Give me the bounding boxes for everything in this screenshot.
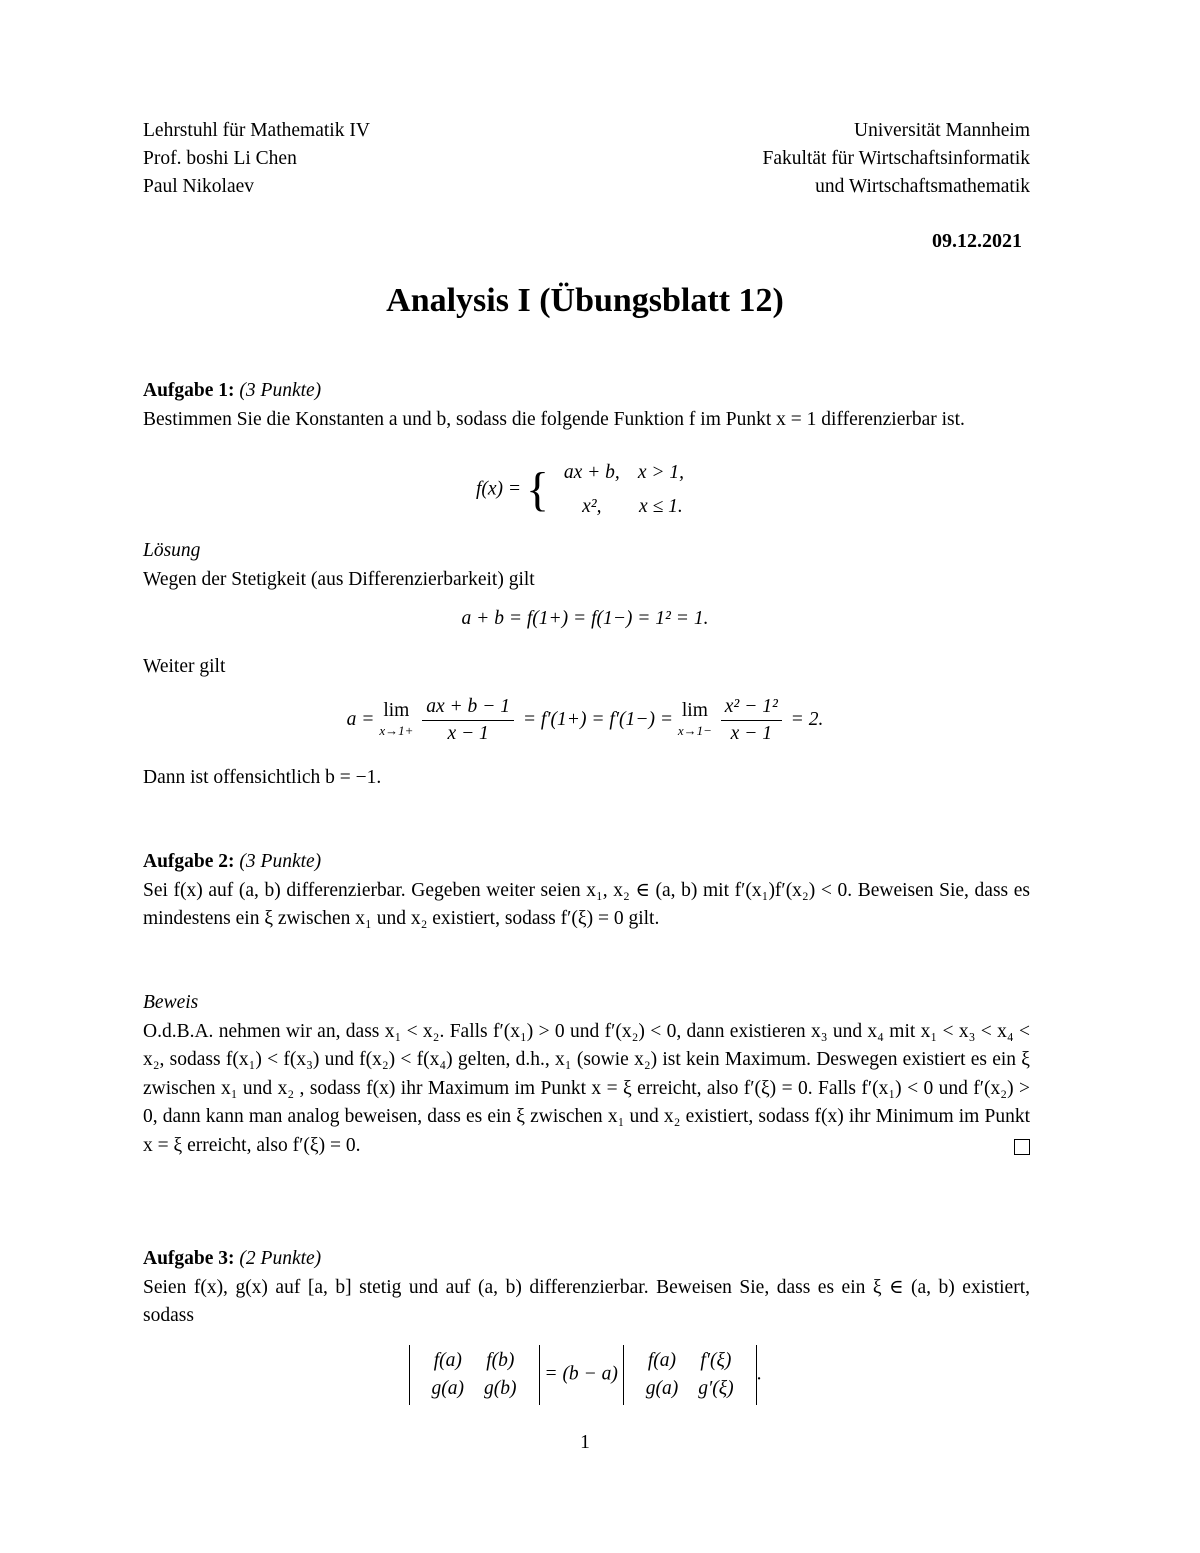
exercise-1-points: (3 Punkte): [239, 380, 322, 401]
determinant-2: [623, 1345, 757, 1405]
exercise-2-text: Sei f(x) auf (a, b) differenzierbar. Gegeben weiter seien x₁, x₂ ∈ (a, b) mit f′(x₁)f′(x₂) < 0. Beweisen Sie, dass es mindestens ein ξ zwischen x₁ und x₂ existiert, sodass f′(ξ) = 0 gilt.: [143, 879, 1030, 929]
det2-cell: g(a): [645, 1378, 679, 1399]
exercise-1-label: Aufgabe 1:: [143, 380, 235, 401]
det2-cell: f(a): [647, 1350, 677, 1371]
header-right: [763, 117, 1030, 201]
case-2-cond: x ≤ 1.: [639, 496, 683, 517]
equation-continuity: a + b = f(1+) = f(1−) = 1² = 1.: [461, 608, 709, 629]
solution-label: Lösung: [143, 540, 201, 561]
proof-text: O.d.B.A. nehmen wir an, dass x₁ < x₂. Falls f′(x₁) > 0 und f′(x₂) < 0, dann existieren x₃ und x₄ mit x₁ < x₃ < x₄ < x₂, sodass f(x₁) < f(x₃) und f(x₂) < f(x₄) gelten, d.h., x₁ (sowie x₂) ist kein Maximum. Deswegen existiert es ein ξ zwischen x₁ und x₂ , sodass f(x) ihr Maximum im Punkt x = ξ erreicht, also f′(ξ) = 0. Falls f′(x₁) < 0 und f′(x₂) > 0, dann kann man analog beweisen, dass es ein ξ zwischen x₁ und x₂ existiert, sodass f(x) ihr Minimum im Punkt x = ξ erreicht, also f′(ξ) = 0.: [143, 1020, 1030, 1156]
determinant-equation: [0, 1345, 1170, 1405]
exercise-3-points: (2 Punkte): [239, 1248, 322, 1269]
fraction-2: [721, 694, 782, 747]
fraction-1-num: ax + b − 1: [422, 694, 514, 721]
lim-sub-2: x→1−: [677, 722, 712, 738]
page-number: 1: [580, 1432, 590, 1453]
faculty-name-cont: und Wirtschaftsmathematik: [815, 176, 1030, 197]
det1-cell: f(a): [433, 1350, 462, 1371]
determinant-1: [409, 1345, 540, 1405]
solution-1: [143, 537, 1030, 594]
exercise-1: [143, 377, 1030, 434]
brace-symbol: {: [525, 463, 549, 516]
university-name: Universität Mannheim: [853, 120, 1030, 141]
page-title: Analysis I (Übungsblatt 12): [386, 282, 784, 319]
det1-cell: g(b): [484, 1378, 517, 1399]
sheet-date: 09.12.2021: [932, 230, 1022, 252]
equation-derivative: [0, 694, 1170, 747]
function-lhs: f(x) =: [475, 478, 522, 500]
eq2-end: = 2.: [790, 708, 824, 730]
exercise-2-label: Aufgabe 2:: [143, 851, 235, 872]
det1-cell: g(a): [431, 1378, 465, 1399]
proof-label: Beweis: [143, 992, 199, 1013]
header-left: [143, 117, 370, 201]
det-eq-end: .: [756, 1363, 762, 1385]
lim-sub-1: x→1+: [379, 722, 414, 738]
proof-2: [143, 989, 1030, 1160]
fraction-1-den: x − 1: [447, 723, 489, 744]
det-eq-mid: = (b − a): [544, 1363, 618, 1385]
lim-word: lim: [681, 699, 708, 721]
limit-1: [379, 701, 413, 741]
eq2-mid: = f′(1+) = f′(1−) =: [522, 708, 673, 730]
limit-2: [678, 701, 712, 741]
exercise-2: [143, 848, 1030, 934]
fraction-2-den: x − 1: [730, 723, 772, 744]
exercise-3-text: Seien f(x), g(x) auf [a, b] stetig und auf (a, b) differenzierbar. Beweisen Sie, dass es ein ξ ∈ (a, b) existiert, sodass: [143, 1276, 1030, 1326]
case-2-expr: x²,: [582, 496, 602, 517]
exercise-3: [143, 1245, 1030, 1331]
fraction-1: [422, 694, 514, 747]
lim-word: lim: [383, 699, 410, 721]
fraction-2-num: x² − 1²: [721, 694, 782, 721]
exercise-3-label: Aufgabe 3:: [143, 1248, 235, 1269]
solution-line-2: Weiter gilt: [143, 656, 226, 677]
professor-name: Prof. boshi Li Chen: [143, 148, 297, 169]
det1-cell: f(b): [486, 1350, 515, 1371]
det2-cell: f′(ξ): [700, 1350, 732, 1371]
solution-line-3: Dann ist offensichtlich b = −1.: [143, 767, 382, 788]
case-1-expr: ax + b,: [563, 462, 620, 483]
qed-square-icon: [1014, 1139, 1030, 1155]
assistant-name: Paul Nikolaev: [143, 176, 255, 197]
chair-name: Lehrstuhl für Mathematik IV: [143, 120, 370, 141]
exercise-2-points: (3 Punkte): [239, 851, 322, 872]
solution-line-1: Wegen der Stetigkeit (aus Differenzierbarkeit) gilt: [143, 568, 535, 590]
case-1-cond: x > 1,: [637, 462, 685, 483]
faculty-name: Fakultät für Wirtschaftsinformatik: [762, 148, 1030, 169]
eq2-lhs: a =: [346, 708, 375, 730]
piecewise-function: [0, 455, 1170, 525]
det2-cell: g′(ξ): [698, 1378, 734, 1399]
exercise-1-text: Bestimmen Sie die Konstanten a und b, sodass die folgende Funktion f im Punkt x = 1 differenzierbar ist.: [143, 408, 965, 430]
cases-table: [554, 455, 694, 525]
